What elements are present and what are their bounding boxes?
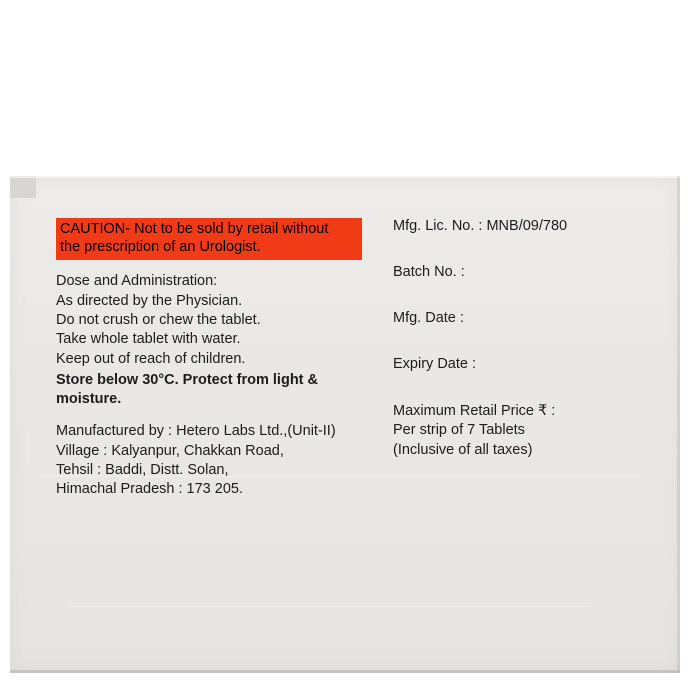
left-text-column [56, 218, 376, 499]
expiry-date-field: Expiry Date : [393, 356, 476, 372]
dose-heading: Dose and Administration: [56, 273, 218, 290]
tax-note: (Inclusive of all taxes) [393, 441, 533, 458]
carton-bottom-edge [10, 670, 680, 673]
batch-number-field: Batch No. : [393, 264, 465, 280]
maximum-retail-price-field: Maximum Retail Price ₹ : [393, 403, 556, 419]
dose-line-3: Take whole tablet with water. [56, 331, 241, 348]
manufacturer-line-1: Manufactured by : Hetero Labs Ltd.,(Unit-II) [56, 423, 336, 440]
dose-line-4: Keep out of reach of children. [56, 350, 246, 367]
manufacturer-line-3: Tehsil : Baddi, Distt. Solan, [56, 461, 229, 478]
strip-contents: Per strip of 7 Tablets [393, 422, 525, 439]
manufacturer-address [56, 422, 376, 499]
manufacturer-line-4: Himachal Pradesh : 173 205. [56, 481, 243, 498]
dose-and-administration [56, 272, 376, 368]
paper-texture-streak [70, 606, 590, 607]
dose-line-2: Do not crush or chew the tablet. [56, 311, 261, 328]
storage-line-2: moisture. [56, 391, 122, 408]
medicine-carton-panel [10, 176, 680, 673]
caution-line-2: the prescription of an Urologist. [60, 238, 261, 255]
manufacturing-licence-number: Mfg. Lic. No. : MNB/09/780 [393, 218, 568, 234]
dose-line-1: As directed by the Physician. [56, 292, 243, 309]
carton-corner-shadow [10, 176, 36, 198]
price-block [393, 402, 663, 460]
caution-line-1: CAUTION- Not to be sold by retail without [60, 221, 329, 237]
right-details-column [393, 218, 663, 460]
carton-top-edge [10, 176, 680, 178]
carton-right-edge [677, 176, 680, 673]
storage-line-1: Store below 30°C. Protect from light & [56, 371, 318, 388]
manufacturer-line-2: Village : Kalyanpur, Chakkan Road, [56, 442, 284, 459]
caution-notice [56, 218, 362, 260]
storage-instructions [56, 371, 376, 410]
manufacturing-date-field: Mfg. Date : [393, 310, 464, 326]
